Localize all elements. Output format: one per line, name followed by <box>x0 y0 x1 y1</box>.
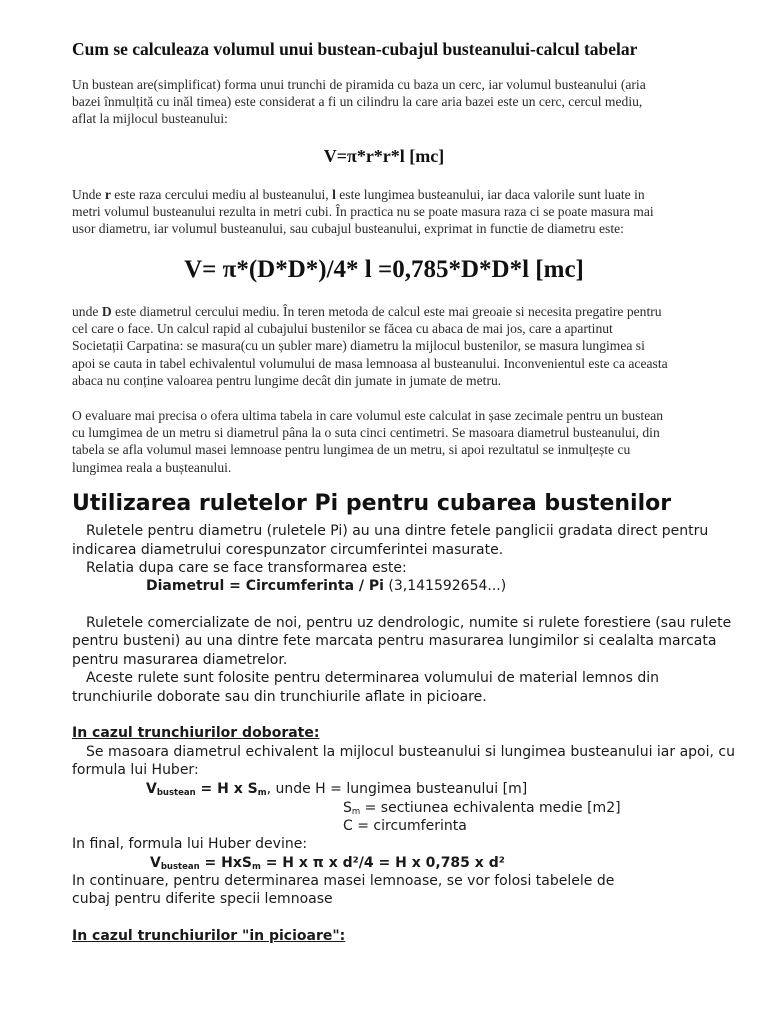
text-line: lungimea reala a bușteanului. <box>72 459 232 475</box>
section-heading: Utilizarea ruletelor Pi pentru cubarea bustenilor <box>72 491 672 516</box>
subheading-felled-trunks: In cazul trunchiurilor doborate: <box>72 725 320 741</box>
text-line: Unde r este raza cercului mediu al busteanului, l este lungimea busteanului, iar daca valorile sunt luate in <box>72 187 645 202</box>
text-line: bazei înmulțită cu inăl timea) este considerat a fi un cilindru la care aria bazei este un cerc, cercul mediu, <box>72 94 643 110</box>
formula-radius: V=π*r*r*l [mc] <box>323 146 445 166</box>
text-line: Societații Carpatina: se masura(cu un șubler mare) diametru la mijlocul bustenilor, se masura lungimea si <box>72 338 645 354</box>
huber-legend-circumference: C = circumferinta <box>343 818 467 834</box>
huber-legend-section: Sm = sectiunea echivalenta medie [m2] <box>343 800 621 817</box>
text-line: cel care o face. Un calcul rapid al cubajului bustenilor se făcea cu abaca de mai jos, care a apartinut <box>72 321 613 337</box>
text-line: abaca nu conține valoarea pentru lungime decât din jumate in jumate de metru. <box>72 372 502 388</box>
radius-paragraph <box>72 186 752 238</box>
text-line: O evaluare mai precisa o ofera ultima tabela in care volumul este calculat in șase zecimale pentru un bustean <box>72 408 664 423</box>
text-line: Ruletele comercializate de noi, pentru uz dendrologic, numite si rulete forestiere (sau rulete <box>86 615 732 631</box>
text-line: cubaj pentru diferite specii lemnoase <box>72 891 333 907</box>
text-line: Un bustean are(simplificat) forma unui trunchi de piramida cu baza un cerc, iar volumul busteanului (aria <box>72 77 646 92</box>
evaluation-paragraph <box>72 407 752 476</box>
text-line: indicarea diametrului corespunzator circumferintei masurate. <box>72 542 504 558</box>
text-line: apoi se cauta in tabel echivalentul volumului de masa lemnoasa al busteanului. Inconvenientul este ca aceasta <box>72 355 668 371</box>
text-line: unde D este diametrul cercului mediu. În teren metoda de calcul este mai greoaie si necesita pregatire pentru <box>72 304 662 319</box>
text-line: In continuare, pentru determinarea masei lemnoase, se vor folosi tabelele de <box>72 873 615 889</box>
diameter-paragraph <box>72 303 752 389</box>
text-line: In final, formula lui Huber devine: <box>72 836 308 852</box>
text-line: Relatia dupa care se face transformarea este: <box>86 560 407 576</box>
document-title: Cum se calculeaza volumul unui bustean-cubajul busteanului-calcul tabelar <box>72 39 638 59</box>
formula-diameter: V= π*(D*D*)/4* l =0,785*D*D*l [mc] <box>184 256 584 283</box>
text-line: trunchiurile doborate sau din trunchiurile aflate in picioare. <box>72 689 487 705</box>
huber-final-formula: $V_{bustean} = HxS_m = H$ x π x d²/4 = H x 0,785 x d² <box>150 855 505 872</box>
text-line: formula lui Huber: <box>72 762 199 778</box>
text-line: Aceste rulete sunt folosite pentru determinarea volumului de material lemnos din <box>86 670 659 686</box>
text-line: pentru masurarea diametrelor. <box>72 652 288 668</box>
text-line: usor diametru, iar volumul busteanului, sau cubajul busteanului, exprimat in functie de diametru este: <box>72 221 624 237</box>
text-line: Se masoara diametrul echivalent la mijlocul busteanului si lungimea busteanului iar apoi, cu <box>86 744 735 760</box>
text-line: aflat la mijlocul busteanului: <box>72 111 228 127</box>
huber-formula: $V_{bustean} = H$ x $S_m$, unde H = lungimea busteanului [m] <box>146 781 528 798</box>
formula-diameter-circumference: Diametrul = Circumferinta / Pi (3,141592654...) <box>146 578 507 594</box>
intro-paragraph <box>72 76 752 128</box>
text-line: pentru busteni) au una dintre fete marcata pentru masurarea lungimilor si cealalta marcata <box>72 633 717 649</box>
text-line: tabela se afla volumul masei lemnoase pentru lungimea de un metru, si apoi rezultatul se inmulțește cu <box>72 442 631 458</box>
text-line: cu lumgimea de un metru si diametrul pâna la o suta cinci centimetri. Se masoara diametrul busteanului, din <box>72 425 660 441</box>
text-line: Ruletele pentru diametru (ruletele Pi) au una dintre fetele panglicii gradata direct pentru <box>86 523 709 539</box>
text-line: metri volumul busteanului rezulta in metri cubi. În practica nu se poate masura raza ci se poate masura mai <box>72 204 654 220</box>
subheading-standing-trunks: In cazul trunchiurilor "in picioare": <box>72 928 346 944</box>
